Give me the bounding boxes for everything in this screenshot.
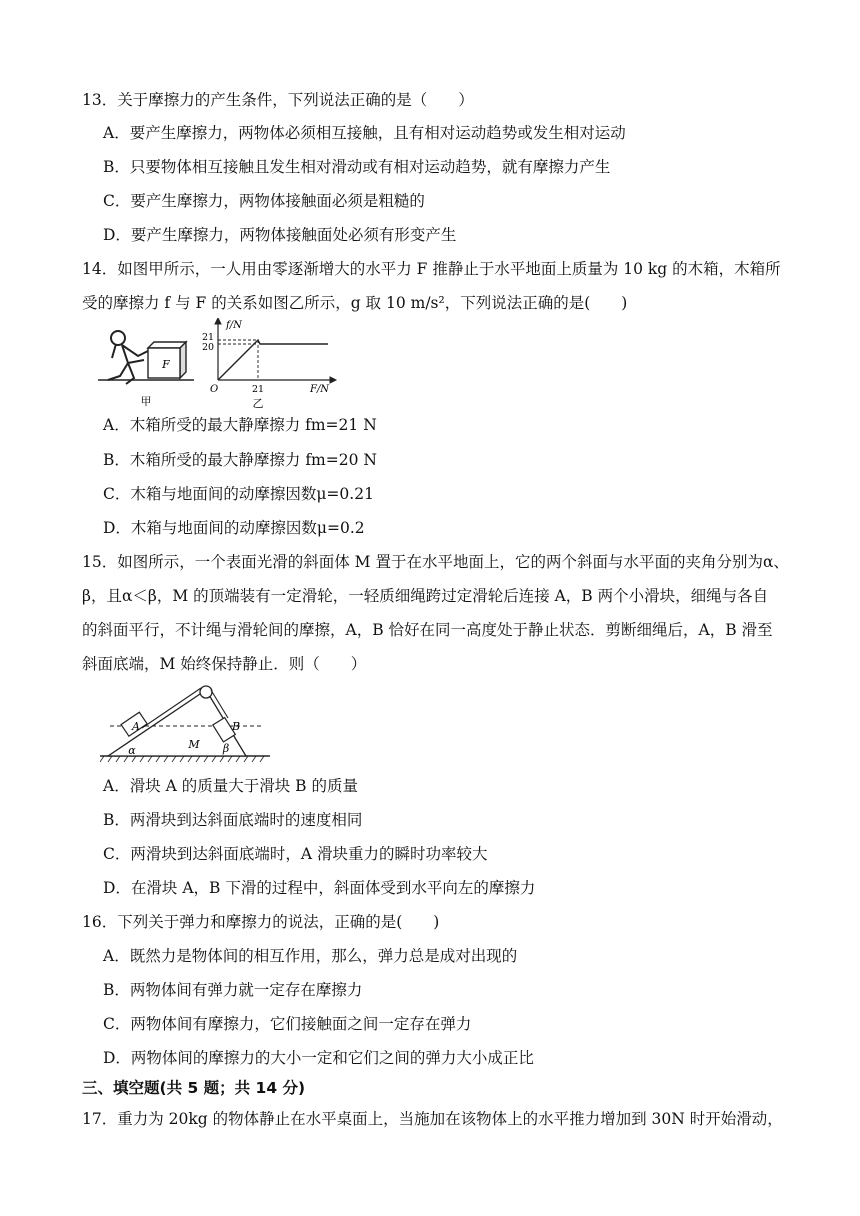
graph-y-tick-21: 21: [202, 332, 215, 343]
graph-y-tick-20: 20: [202, 342, 215, 353]
block-b-label: B: [231, 720, 241, 733]
q16-option-c: C．两物体间有摩擦力，它们接触面之间一定存在弹力: [103, 1015, 472, 1033]
q15-option-b: B．两滑块到达斜面底端时的速度相同: [103, 811, 363, 829]
q15-stem-line4: 斜面底端，M 始终保持静止．则（ ）: [82, 655, 367, 673]
q16-option-d: D．两物体间的摩擦力的大小一定和它们之间的弹力大小成正比: [103, 1049, 534, 1067]
graph-y-label: f/N: [226, 320, 242, 331]
q14-stem-line2: 受的摩擦力 f 与 F 的关系如图乙所示，g 取 10 m/s²，下列说法正确的是( ): [82, 294, 628, 312]
q14-option-b: B．木箱所受的最大静摩擦力 fm=20 N: [103, 451, 377, 469]
q15-stem-line2: β，且α＜β，M 的顶端装有一定滑轮，一轻质细绳跨过定滑轮后连接 A，B 两个小滑块，细绳与各自: [82, 587, 769, 605]
q16-stem: 16．下列关于弹力和摩擦力的说法，正确的是( ): [82, 913, 440, 931]
q14-figure: [98, 318, 338, 412]
q16-option-a: A．既然力是物体间的相互作用，那么，弹力总是成对出现的: [103, 947, 518, 965]
angle-alpha-label: α: [128, 744, 136, 757]
q13-option-a: A．要产生摩擦力，两物体必须相互接触，且有相对运动趋势或发生相对运动: [103, 124, 626, 142]
q15-stem-line1: 15．如图所示，一个表面光滑的斜面体 M 置于在水平地面上，它的两个斜面与水平面的夹角分别为α、: [82, 553, 789, 571]
graph-x-tick-21: 21: [252, 384, 265, 395]
q15-option-a: A．滑块 A 的质量大于滑块 B 的质量: [103, 777, 358, 795]
q13-option-c: C．要产生摩擦力，两物体接触面必须是粗糙的: [103, 192, 425, 210]
box-label: F: [162, 358, 170, 371]
q15-option-c: C．两滑块到达斜面底端时，A 滑块重力的瞬时功率较大: [103, 845, 488, 863]
q13-option-b: B．只要物体相互接触且发生相对滑动或有相对运动趋势，就有摩擦力产生: [103, 158, 611, 176]
q15-figure: [100, 684, 270, 766]
q14-option-d: D．木箱与地面间的动摩擦因数μ=0.2: [103, 519, 365, 537]
person-pushing-icon: [108, 331, 148, 384]
q17-stem: 17．重力为 20kg 的物体静止在水平桌面上，当施加在该物体上的水平推力增加到 30N 时开始滑动，: [82, 1110, 783, 1128]
section-heading: 三、填空题(共 5 题；共 14 分): [82, 1079, 306, 1097]
q16-option-b: B．两物体间有弹力就一定存在摩擦力: [103, 981, 363, 999]
label-jia: 甲: [140, 395, 152, 408]
q14-stem-line1: 14．如图甲所示，一人用由零逐渐增大的水平力 F 推静止于水平地面上质量为 10 kg 的木箱，木箱所: [82, 260, 781, 278]
q14-option-a: A．木箱所受的最大静摩擦力 fm=21 N: [103, 416, 377, 434]
label-yi: 乙: [252, 397, 264, 410]
block-a-label: A: [132, 720, 140, 733]
graph-x-label: F/N: [310, 384, 330, 395]
q13-stem: 13．关于摩擦力的产生条件，下列说法正确的是（ ）: [82, 91, 474, 109]
q13-option-d: D．要产生摩擦力，两物体接触面处必须有形变产生: [103, 226, 457, 244]
q14-option-c: C．木箱与地面间的动摩擦因数μ=0.21: [103, 485, 374, 503]
graph-origin-label: O: [210, 384, 219, 395]
q15-stem-line3: 的斜面平行，不计绳与滑轮间的摩擦，A，B 恰好在同一高度处于静止状态．剪断细绳后，A，B 滑至: [82, 621, 773, 639]
body-m-label: M: [188, 738, 200, 751]
q15-option-d: D．在滑块 A，B 下滑的过程中，斜面体受到水平向左的摩擦力: [103, 879, 536, 897]
angle-beta-label: β: [222, 742, 230, 755]
